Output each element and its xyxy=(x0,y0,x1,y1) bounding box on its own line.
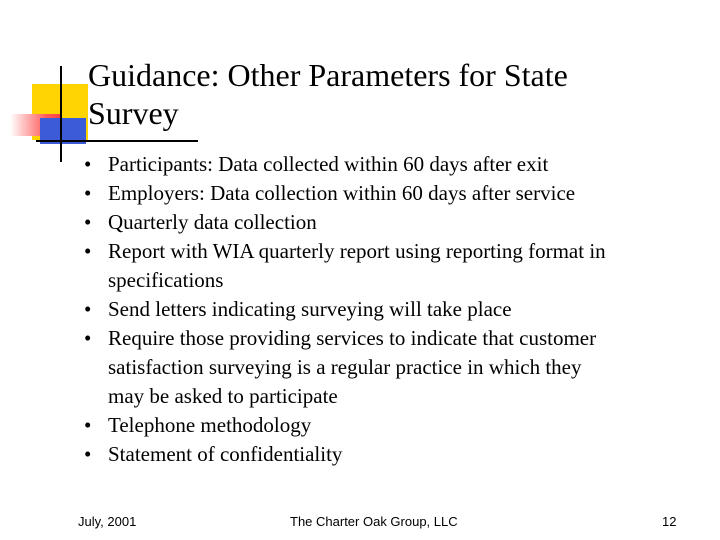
bullet-text-line: Employers: Data collection within 60 days after service xyxy=(108,181,576,205)
footer-organization: The Charter Oak Group, LLC xyxy=(290,514,458,529)
bullet-text-line: may be asked to participate xyxy=(108,384,338,408)
bullet-text-line: Quarterly data collection xyxy=(108,210,317,234)
bullet-dot-icon: • xyxy=(84,413,92,437)
bullet-text-line: Participants: Data collected within 60 days after exit xyxy=(108,152,549,176)
slide-title-line-2: Survey xyxy=(88,95,179,131)
bullet-item xyxy=(84,237,694,295)
bullet-dot-icon: • xyxy=(84,181,92,205)
bullet-dot-icon: • xyxy=(84,152,92,176)
bullet-dot-icon: • xyxy=(84,239,92,263)
bullet-dot-icon: • xyxy=(84,326,92,350)
bullet-text-line: Send letters indicating surveying will take place xyxy=(108,297,512,321)
logo-vertical-line xyxy=(60,66,62,162)
slide-title xyxy=(88,56,688,132)
footer-page-number: 12 xyxy=(662,514,677,529)
bullet-item xyxy=(84,150,694,179)
bullet-text-line: Statement of confidentiality xyxy=(108,442,343,466)
bullet-text-line: Report with WIA quarterly report using reporting format in xyxy=(108,239,606,263)
bullet-text-line: Telephone methodology xyxy=(108,413,312,437)
bullet-item xyxy=(84,411,694,440)
title-underline xyxy=(36,140,198,142)
bullet-dot-icon: • xyxy=(84,297,92,321)
bullet-item xyxy=(84,295,694,324)
bullet-item xyxy=(84,324,694,411)
bullet-dot-icon: • xyxy=(84,442,92,466)
bullet-text-line: specifications xyxy=(108,268,224,292)
bullet-item xyxy=(84,440,694,469)
bullet-text-line: Require those providing services to indicate that customer xyxy=(108,326,597,350)
bullet-item xyxy=(84,208,694,237)
footer-date: July, 2001 xyxy=(78,514,137,529)
bullet-text-line: satisfaction surveying is a regular practice in which they xyxy=(108,355,582,379)
bullet-list xyxy=(84,150,694,469)
slide-title-line-1: Guidance: Other Parameters for State xyxy=(88,57,568,93)
bullet-dot-icon: • xyxy=(84,210,92,234)
bullet-item xyxy=(84,179,694,208)
